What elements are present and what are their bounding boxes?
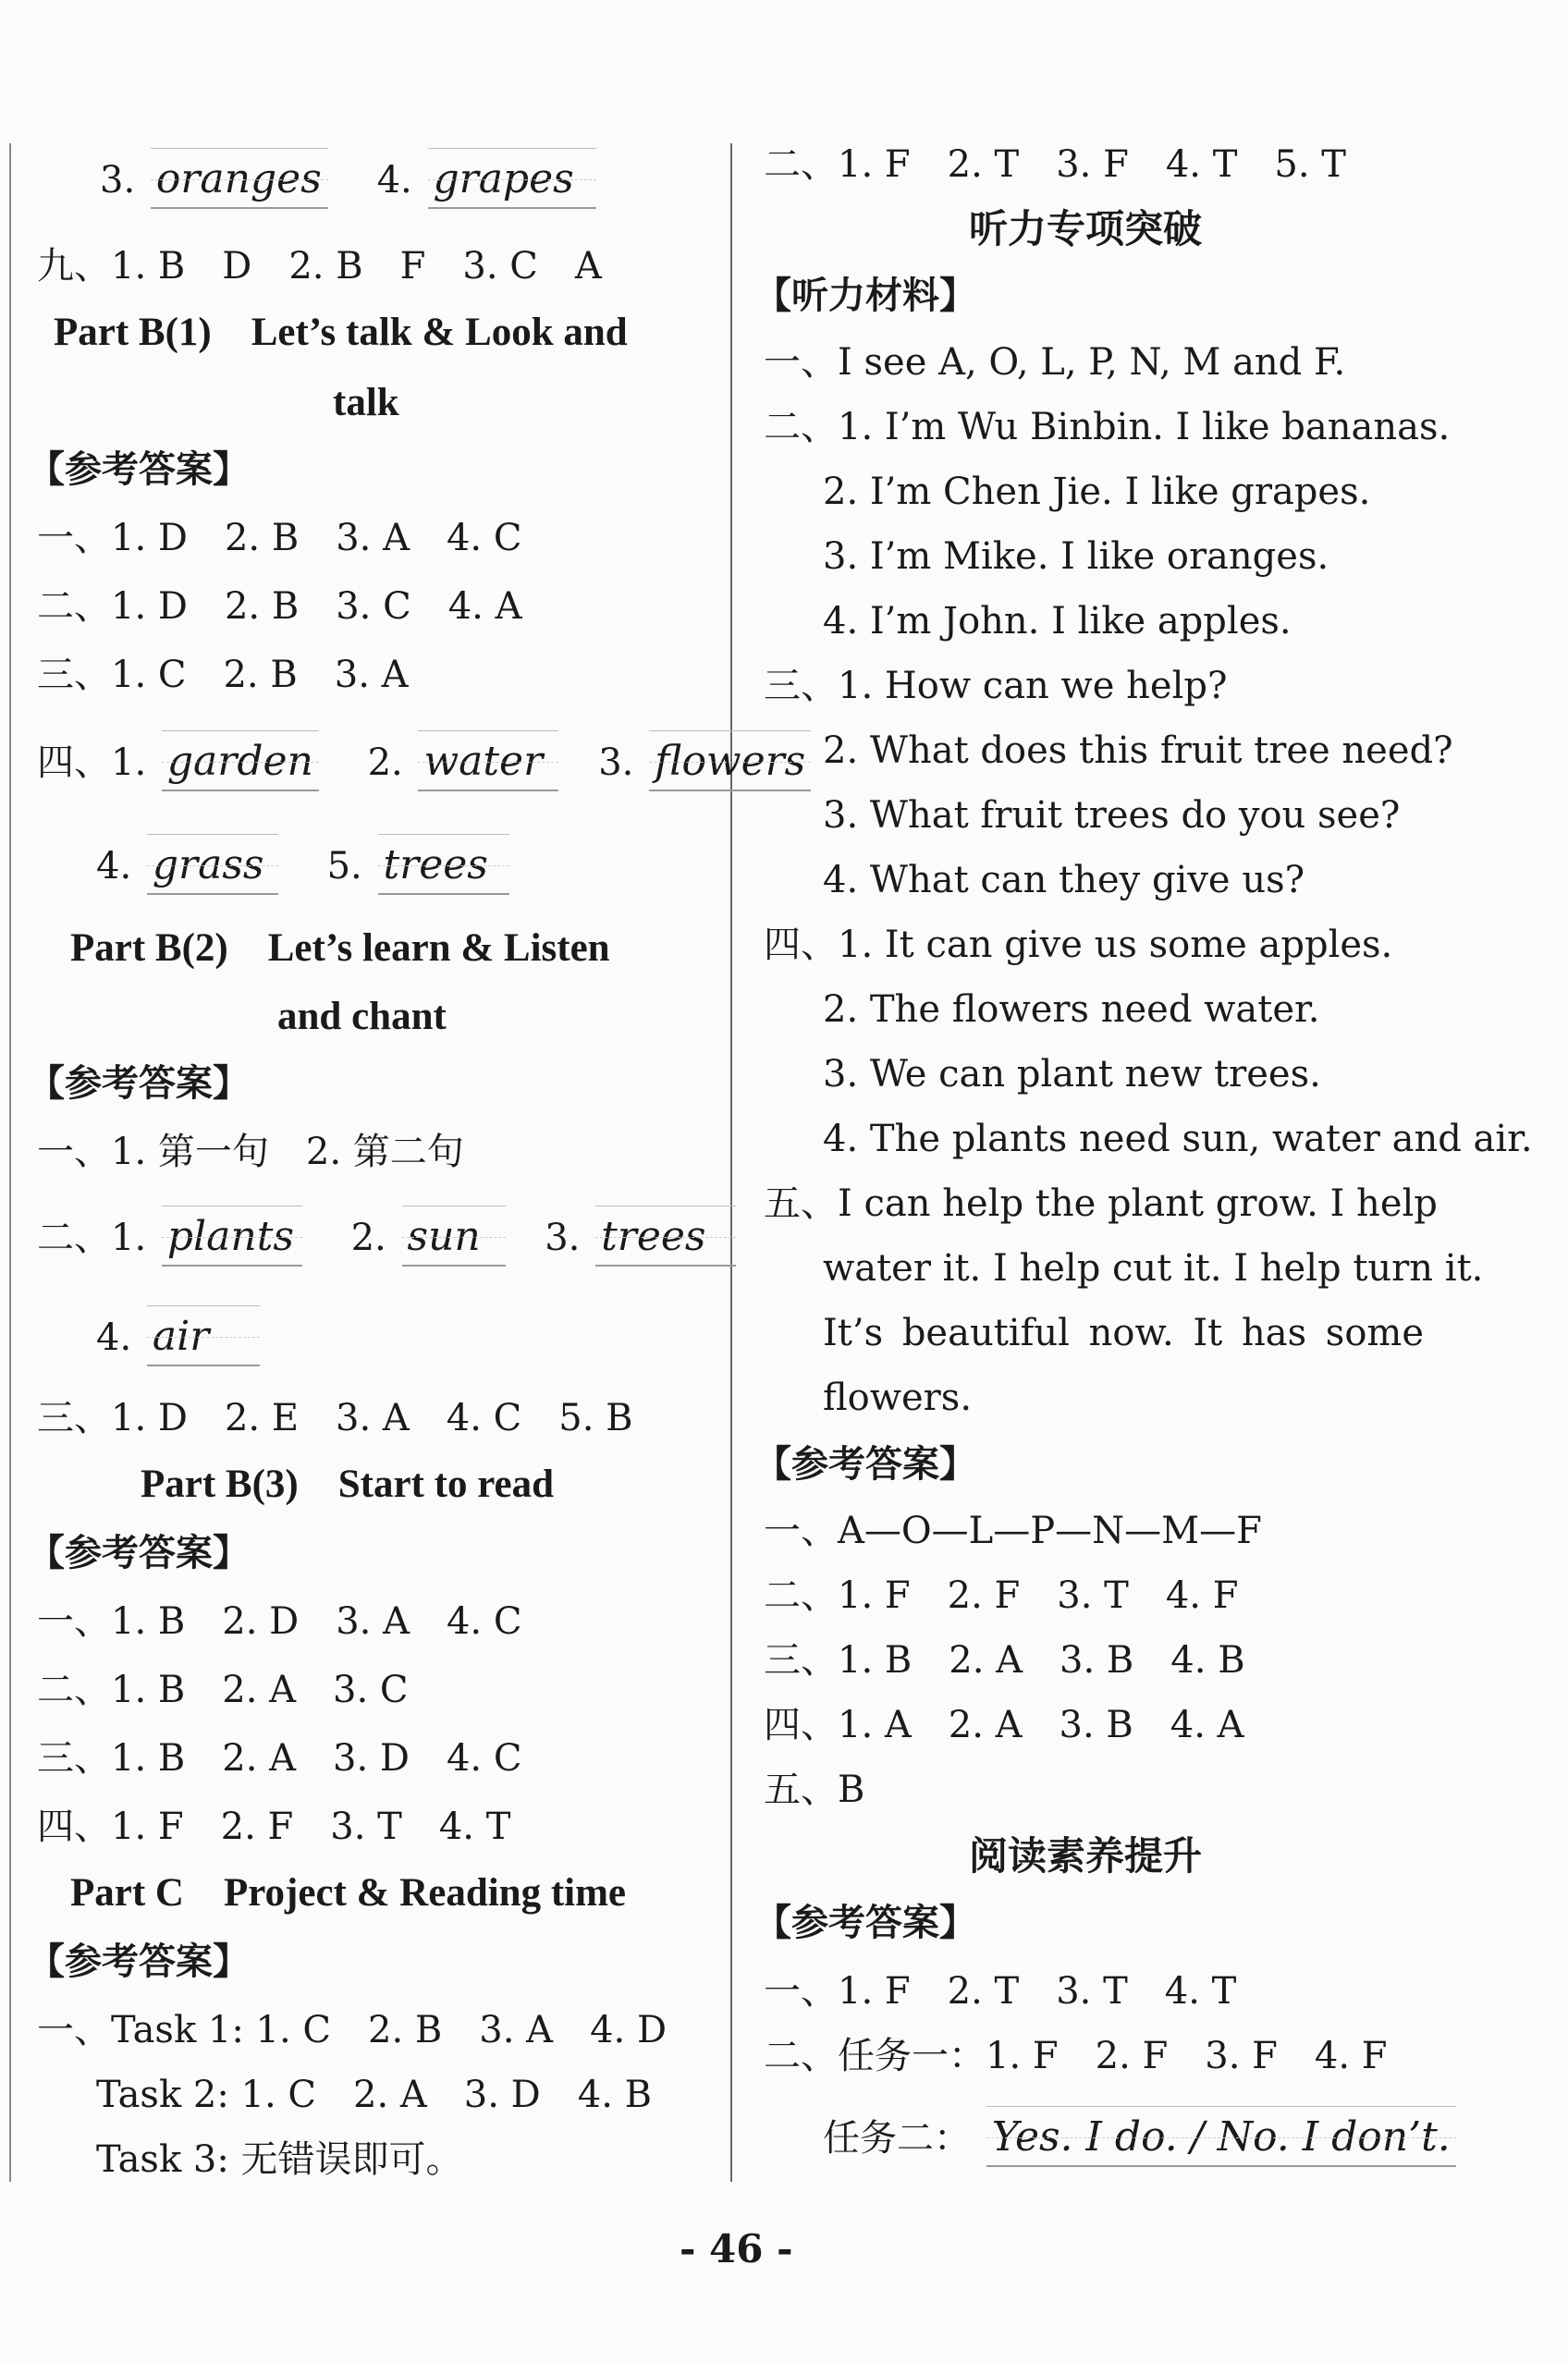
answer-heading: 【参考答案】	[28, 448, 250, 491]
material-line: 3. I’m Mike. I like oranges.	[823, 535, 1329, 578]
answer-heading: 【参考答案】	[28, 1532, 250, 1574]
handwritten-answer: trees	[595, 1213, 736, 1261]
left-border-line	[9, 143, 11, 2182]
answer-line	[37, 1213, 736, 1262]
item-number: 4.	[96, 845, 132, 888]
material-line: 三、1. How can we help?	[764, 665, 1228, 707]
section-title-part-b3: Part B(3) Start to read	[141, 1463, 555, 1506]
answer-line: 四、1. F 2. F 3. T 4. T	[37, 1806, 511, 1848]
section-title-part-b2-cont: and chant	[277, 995, 447, 1038]
handwritten-answer: Yes. I do. / No. I don’t.	[986, 2113, 1456, 2161]
answer-line: 五、B	[764, 1769, 865, 1811]
answer-line: 一、Task 1: 1. C 2. B 3. A 4. D	[37, 2009, 668, 2051]
handwritten-answer: air	[147, 1313, 260, 1361]
answer-line: 二、1. B 2. A 3. C	[37, 1669, 409, 1711]
answer-line: 二、1. F 2. T 3. F 4. T 5. T	[764, 143, 1346, 186]
answer-line: 一、A—O—L—P—N—M—F	[764, 1510, 1262, 1552]
material-line: 四、1. It can give us some apples.	[764, 924, 1393, 966]
item-number: 3.	[100, 159, 136, 202]
answer-line: 三、1. D 2. E 3. A 4. C 5. B	[37, 1397, 633, 1439]
reading-section-title: 阅读素养提升	[969, 1833, 1203, 1879]
material-line: water it. I help cut it. I help turn it.	[823, 1247, 1484, 1290]
answer-line: 一、1. D 2. B 3. A 4. C	[37, 517, 522, 559]
answer-line: 二、任务一：1. F 2. F 3. F 4. F	[764, 2035, 1388, 2077]
item-number: 二、1.	[37, 1217, 147, 1259]
material-line: 4. What can they give us?	[823, 859, 1305, 901]
material-line: 2. What does this fruit tree need?	[823, 729, 1453, 772]
handwritten-answer: sun	[402, 1213, 506, 1261]
answer-heading: 【参考答案】	[28, 1941, 250, 1983]
answer-heading: 【参考答案】	[754, 1902, 976, 1944]
material-line: 2. The flowers need water.	[823, 988, 1320, 1031]
item-number: 3.	[545, 1217, 581, 1259]
material-heading: 【听力材料】	[754, 275, 976, 317]
handwritten-answer: grapes	[428, 155, 596, 203]
answer-line: 三、1. B 2. A 3. D 4. C	[37, 1737, 522, 1780]
answer-line	[96, 841, 509, 890]
answer-line: 一、1. F 2. T 3. T 4. T	[764, 1970, 1237, 2013]
answer-line: 二、1. D 2. B 3. C 4. A	[37, 585, 522, 628]
handwritten-answer: flowers	[649, 738, 811, 786]
item-number: 2.	[350, 1217, 386, 1259]
answer-line: 四、1. A 2. A 3. B 4. A	[764, 1704, 1244, 1746]
answer-line: 一、1. B 2. D 3. A 4. C	[37, 1600, 522, 1643]
material-line: 3. We can plant new trees.	[823, 1053, 1321, 1096]
material-line: 4. The plants need sun, water and air.	[823, 1118, 1533, 1160]
section-title-part-b1: Part B(1) Let’s talk & Look and	[54, 311, 628, 354]
answer-line: Task 3: 无错误即可。	[96, 2138, 463, 2181]
answer-heading: 【参考答案】	[754, 1443, 976, 1486]
answer-line	[823, 2113, 1456, 2162]
material-line: 2. I’m Chen Jie. I like grapes.	[823, 471, 1371, 513]
handwritten-answer: plants	[162, 1213, 302, 1261]
column-divider	[730, 143, 732, 2182]
section-title-part-b1-cont: talk	[333, 381, 399, 424]
item-number: 5.	[326, 845, 362, 888]
listening-section-title: 听力专项突破	[969, 206, 1203, 251]
item-number: 4.	[96, 1316, 132, 1359]
section-title-part-c: Part C Project & Reading time	[70, 1871, 627, 1915]
section-title-part-b2: Part B(2) Let’s learn & Listen	[70, 926, 610, 970]
answer-line: 二、1. F 2. F 3. T 4. F	[764, 1574, 1239, 1617]
material-line: It’s beautiful now. It has some	[823, 1312, 1424, 1354]
material-line: 一、I see A, O, L, P, N, M and F.	[764, 341, 1346, 384]
answer-line: 三、1. C 2. B 3. A	[37, 654, 409, 696]
material-line: flowers.	[823, 1377, 973, 1419]
item-number: 4.	[376, 159, 412, 202]
handwritten-answer: grass	[147, 841, 278, 889]
answer-line	[37, 738, 811, 787]
material-line: 4. I’m John. I like apples.	[823, 600, 1292, 643]
item-number: 四、1.	[37, 741, 147, 784]
handwritten-answer: oranges	[151, 155, 328, 203]
handwritten-answer: garden	[162, 738, 319, 786]
item-number: 3.	[598, 741, 634, 784]
material-line: 二、1. I’m Wu Binbin. I like bananas.	[764, 406, 1451, 448]
answer-line: 一、1. 第一句 2. 第二句	[37, 1131, 464, 1173]
answer-line: 九、1. B D 2. B F 3. C A	[37, 245, 602, 288]
answer-line	[96, 1313, 260, 1362]
answer-line	[100, 155, 596, 204]
material-line: 3. What fruit trees do you see?	[823, 794, 1401, 837]
answer-line: Task 2: 1. C 2. A 3. D 4. B	[96, 2074, 653, 2116]
answer-line: 三、1. B 2. A 3. B 4. B	[764, 1639, 1245, 1682]
answer-heading: 【参考答案】	[28, 1062, 250, 1105]
handwritten-answer: trees	[378, 841, 509, 889]
page-number: - 46 -	[680, 2226, 793, 2271]
item-number: 2.	[367, 741, 403, 784]
material-line: 五、I can help the plant grow. I help	[764, 1182, 1438, 1225]
handwritten-answer: water	[418, 738, 558, 786]
item-label: 任务二：	[823, 2117, 971, 2160]
